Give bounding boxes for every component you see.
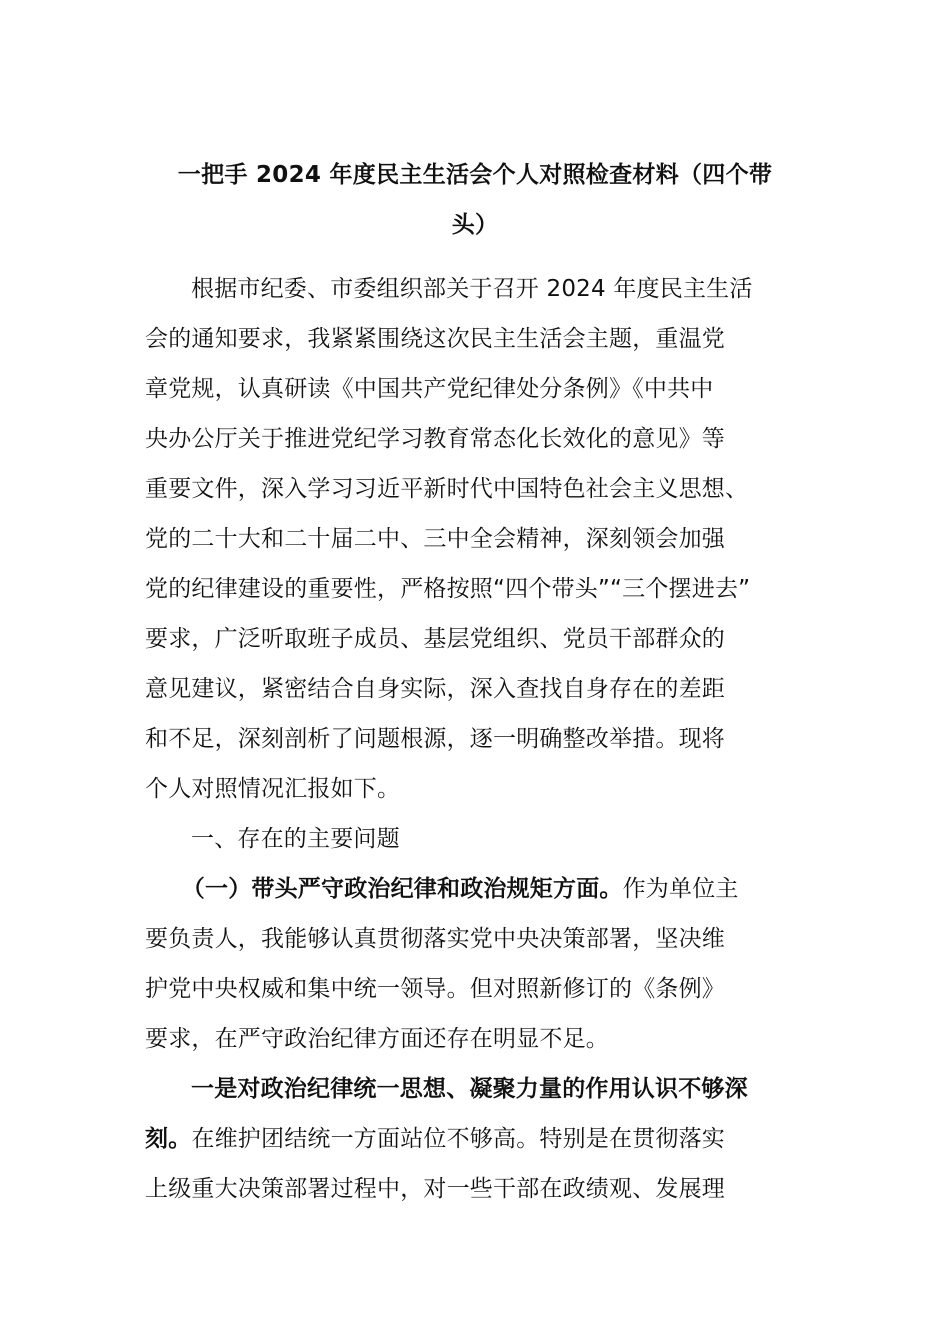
point-1-line-2	[145, 1114, 805, 1164]
title-spacer	[145, 250, 805, 264]
title-line-2: 头）	[451, 212, 499, 238]
intro-line: 意见建议，紧密结合自身实际，深入查找自身存在的差距	[145, 676, 725, 702]
section-heading	[145, 814, 805, 864]
intro-line: 章党规，认真研读《中国共产党纪律处分条例》《中共中	[145, 376, 714, 402]
subsection-1-line: 要求，在严守政治纪律方面还存在明显不足。	[145, 1026, 609, 1052]
intro-line: 党的二十大和二十届二中、三中全会精神，深刻领会加强	[145, 526, 725, 552]
title-line-1: 一把手 2024 年度民主生活会个人对照检查材料（四个带	[177, 162, 773, 188]
subsection-1-heading: （一）带头严守政治纪律和政治规矩方面。	[181, 876, 623, 902]
point-1-paragraph	[145, 1064, 805, 1214]
point-1-bold-line-1: 一是对政治纪律统一思想、凝聚力量的作用认识不够深	[191, 1076, 748, 1102]
intro-line: 党的纪律建设的重要性，严格按照“四个带头”“三个摆进去”	[145, 576, 751, 602]
subsection-1-line: 要负责人，我能够认真贯彻落实党中央决策部署，坚决维	[145, 926, 725, 952]
section-1-heading: 一、存在的主要问题	[191, 826, 400, 852]
intro-line: 根据市纪委、市委组织部关于召开 2024 年度民主生活	[191, 276, 753, 302]
subsection-1-first-line	[145, 864, 805, 914]
intro-line: 会的通知要求，我紧紧围绕这次民主生活会主题，重温党	[145, 326, 725, 352]
subsection-1-line-rest: 作为单位主	[622, 876, 739, 902]
intro-line: 个人对照情况汇报如下。	[145, 776, 401, 802]
intro-line: 央办公厅关于推进党纪学习教育常态化长效化的意见》等	[145, 426, 725, 452]
subsection-1-paragraph	[145, 864, 805, 1064]
document-title	[145, 150, 805, 250]
intro-line: 和不足，深刻剖析了问题根源，逐一明确整改举措。现将	[145, 726, 725, 752]
point-1-bold-line-2: 刻。	[145, 1126, 192, 1152]
subsection-1-line: 护党中央权威和集中统一领导。但对照新修订的《条例》	[145, 976, 725, 1002]
intro-line: 要求，广泛听取班子成员、基层党组织、党员干部群众的	[145, 626, 725, 652]
document-body	[145, 264, 805, 1214]
intro-line: 重要文件，深入学习习近平新时代中国特色社会主义思想、	[145, 476, 749, 502]
document-content	[145, 150, 805, 1214]
intro-paragraph	[145, 264, 805, 814]
point-1-line-2-rest: 在维护团结统一方面站位不够高。特别是在贯彻落实	[191, 1126, 726, 1152]
point-1-line: 上级重大决策部署过程中，对一些干部在政绩观、发展理	[145, 1176, 725, 1202]
